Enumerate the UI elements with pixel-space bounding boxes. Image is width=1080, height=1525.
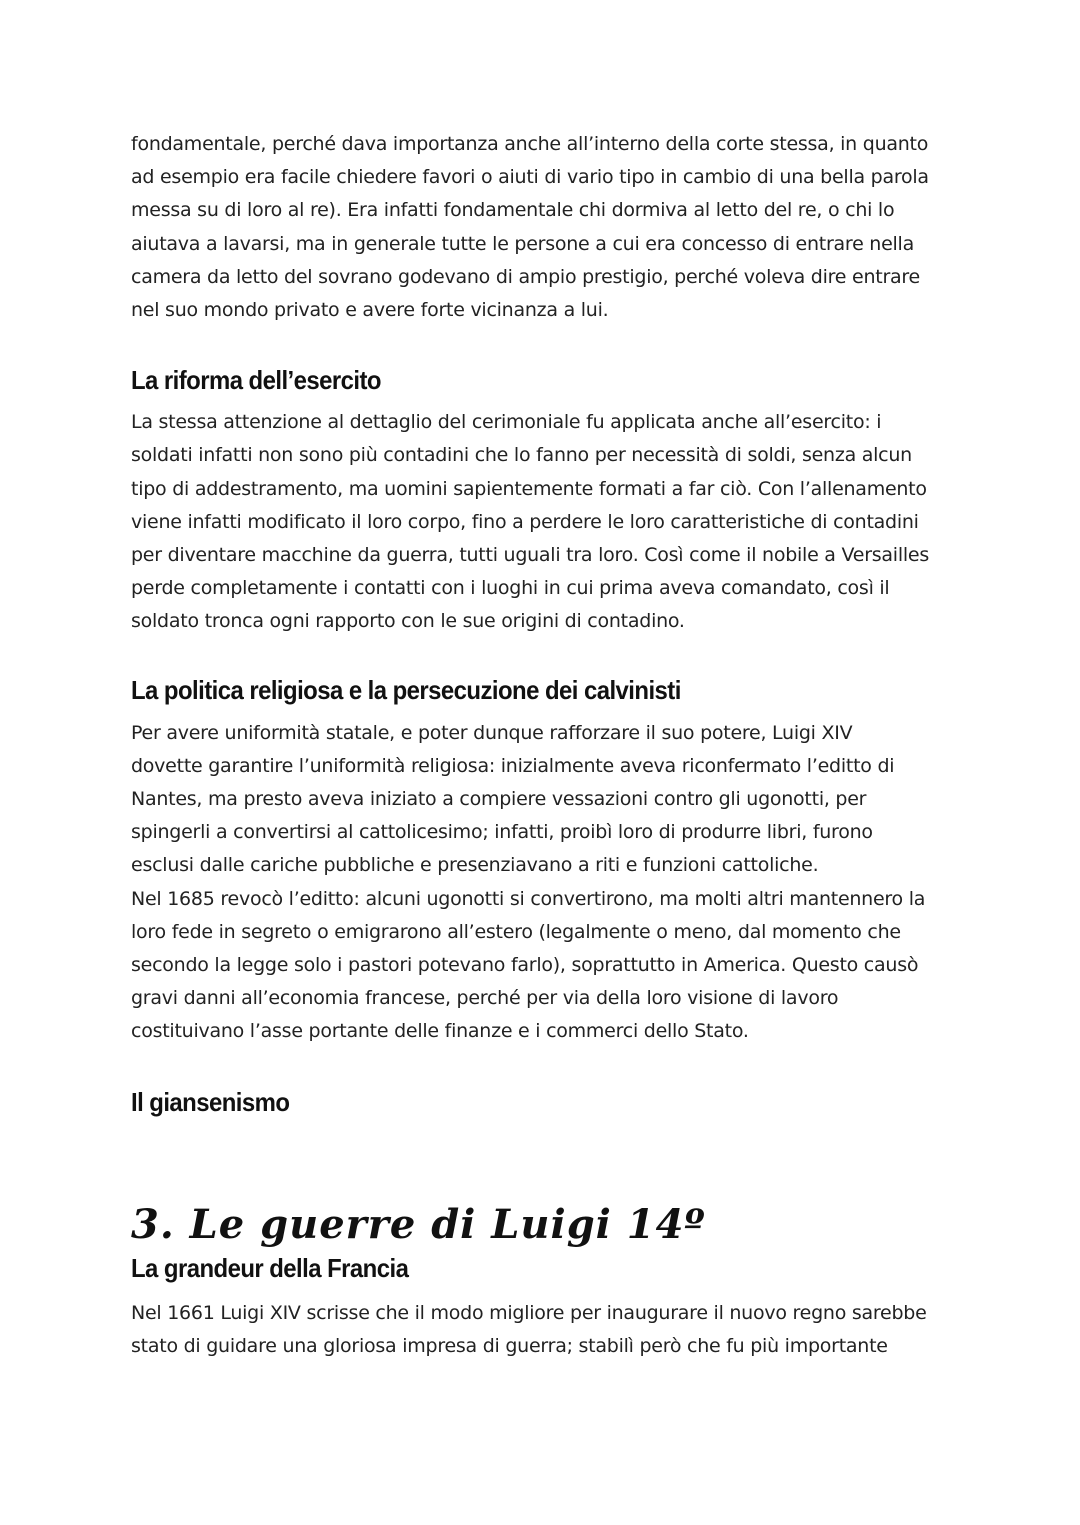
text-line: Nel 1685 revocò l’editto: alcuni ugonotti si convertirono, ma molti altri mantennero la [131,887,926,910]
heading-religious-policy: La politica religiosa e la persecuzione dei calvinisti [131,674,681,705]
text-line: per diventare macchine da guerra, tutti uguali tra loro. Così come il nobile a Versailles [131,544,929,567]
religion-paragraph [131,717,961,1049]
heading-jansenism: Il giansenismo [131,1086,290,1117]
text-line: Nel 1661 Luigi XIV scrisse che il modo migliore per inaugurare il nuovo regno sarebbe [131,1301,927,1324]
army-paragraph [131,406,961,638]
grandeur-paragraph [131,1297,961,1363]
text-line: aiutava a lavarsi, ma in generale tutte le persone a cui era concesso di entrare nella [131,232,914,255]
text-line: La stessa attenzione al dettaglio del cerimoniale fu applicata anche all’esercito: i [131,411,882,434]
text-line: camera da letto del sovrano godevano di ampio prestigio, perché voleva dire entrare [131,265,920,288]
text-line: dovette garantire l’uniformità religiosa: inizialmente aveva riconfermato l’editto di [131,754,895,777]
text-line: secondo la legge solo i pastori potevano farlo), soprattutto in America. Questo causò [131,954,919,977]
document-page [131,128,961,1363]
heading-army-reform: La riforma dell’esercito [131,365,381,396]
text-line: soldato tronca ogni rapporto con le sue origini di contadino. [131,610,685,633]
intro-paragraph [131,128,961,327]
text-line: perde completamente i contatti con i luoghi in cui prima aveva comandato, così il [131,577,890,600]
text-line: tipo di addestramento, ma uomini sapientemente formati a far ciò. Con l’allenamento [131,477,927,500]
text-line: ad esempio era facile chiedere favori o aiuti di vario tipo in cambio di una bella parola [131,166,929,189]
chapter-title: 3. Le guerre di Luigi 14º [131,1200,706,1248]
text-line: viene infatti modificato il loro corpo, fino a perdere le loro caratteristiche di contadini [131,510,919,533]
text-line: messa su di loro al re). Era infatti fondamentale chi dormiva al letto del re, o chi lo [131,199,895,222]
text-line: fondamentale, perché dava importanza anche all’interno della corte stessa, in quanto [131,133,929,155]
text-line: Nantes, ma presto aveva iniziato a compiere vessazioni contro gli ugonotti, per [131,788,867,811]
text-line: soldati infatti non sono più contadini che lo fanno per necessità di soldi, senza alcun [131,444,912,467]
text-line: Per avere uniformità statale, e poter dunque rafforzare il suo potere, Luigi XIV [131,721,853,744]
heading-grandeur: La grandeur della Francia [131,1252,409,1283]
text-line: spingerli a convertirsi al cattolicesimo; infatti, proibì loro di produrre libri, furono [131,821,873,844]
text-line: stato di guidare una gloriosa impresa di guerra; stabilì però che fu più importante [131,1334,888,1357]
text-line: loro fede in segreto o emigrarono all’estero (legalmente o meno, dal momento che [131,920,901,943]
text-line: costituivano l’asse portante delle finanze e i commerci dello Stato. [131,1020,749,1043]
text-line: gravi danni all’economia francese, perché per via della loro visione di lavoro [131,987,839,1010]
text-line: esclusi dalle cariche pubbliche e presenziavano a riti e funzioni cattoliche. [131,854,819,877]
text-line: nel suo mondo privato e avere forte vicinanza a lui. [131,299,609,322]
